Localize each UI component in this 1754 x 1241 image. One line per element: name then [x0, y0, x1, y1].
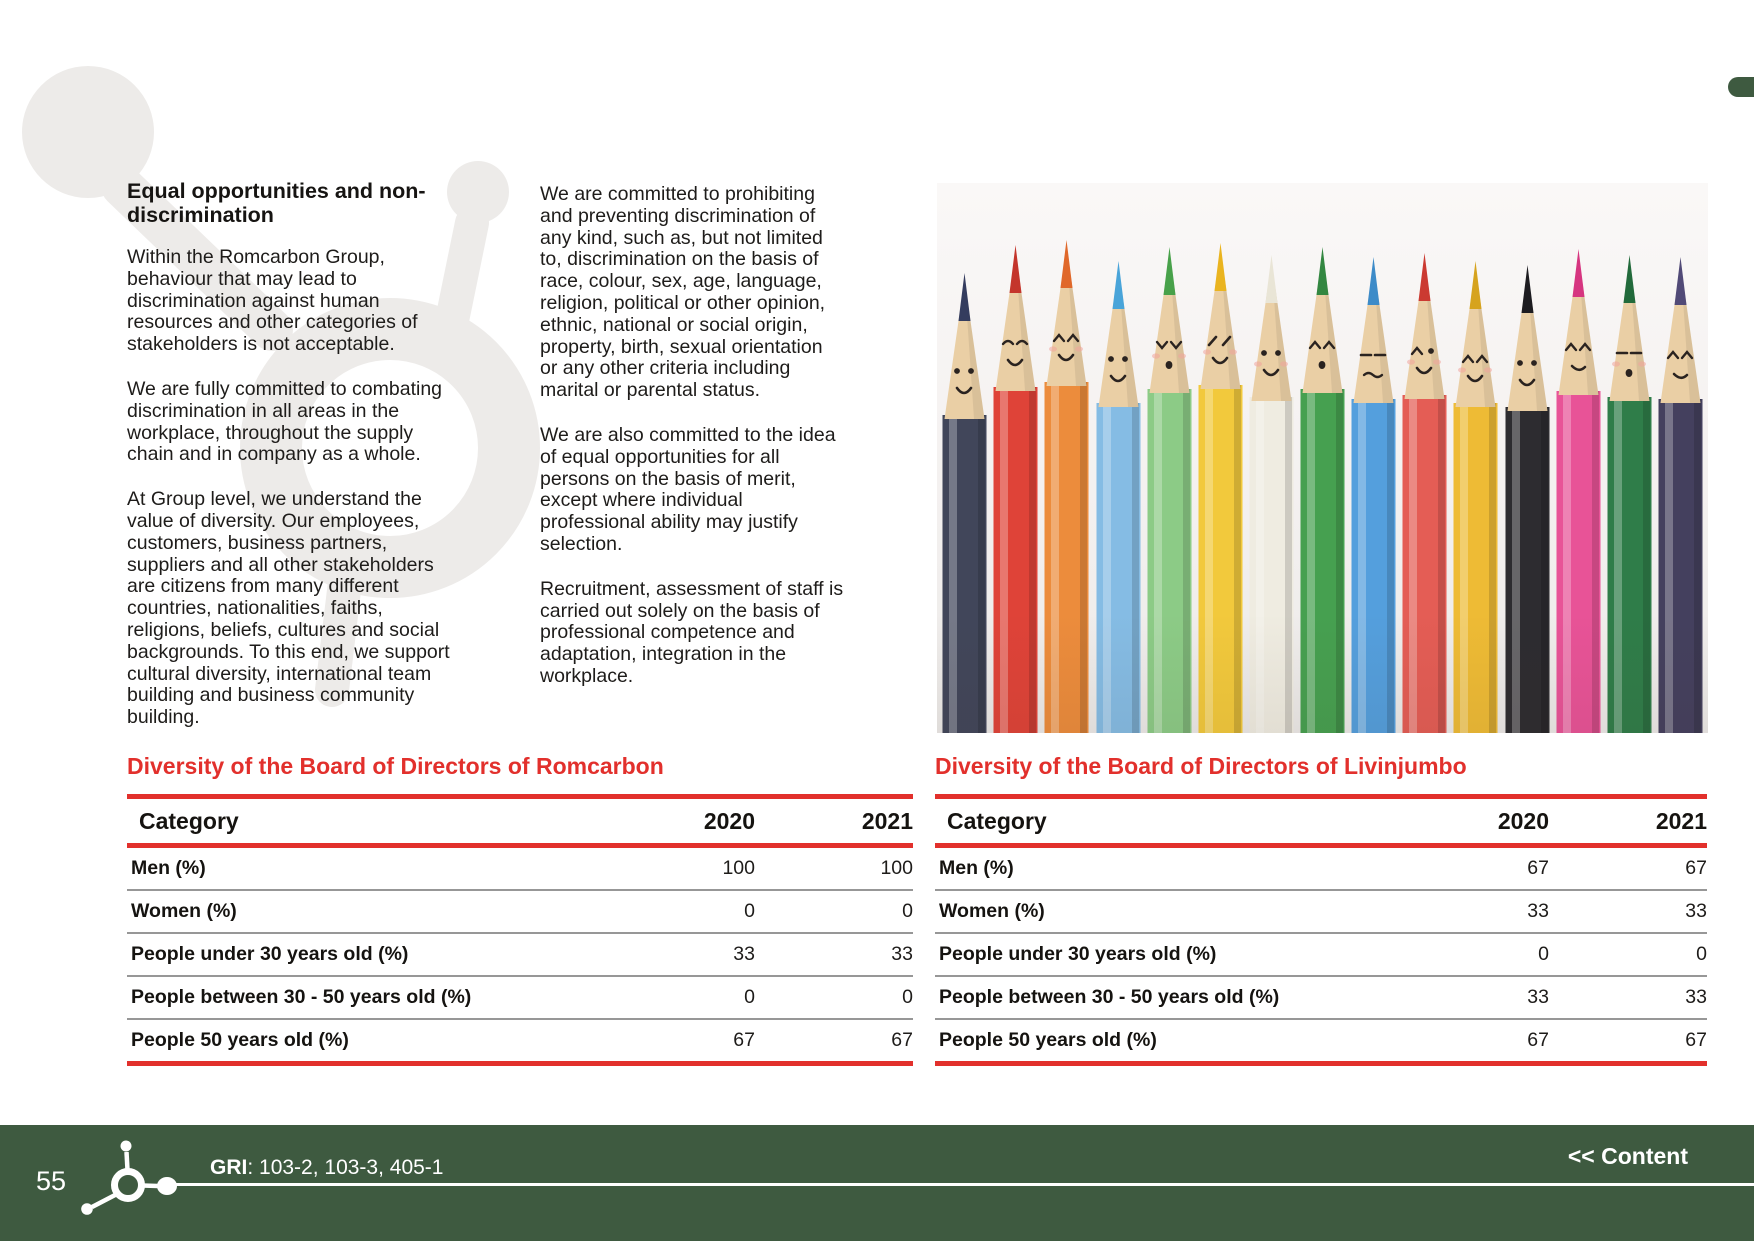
body-paragraph: We are committed to prohibiting and preventing discrimination of any kind, such as, but not limited to, discrimination on the basis of race, colour, sex, age, language, religion, political or other opinion, ethnic, national or social origin, property, birth, sexual orientation or any other criteria including marital or parental status.	[540, 183, 826, 402]
row-value: 33	[1527, 986, 1549, 1008]
row-value: 67	[1685, 857, 1707, 879]
pencil-figure	[1197, 241, 1244, 733]
header-cell: 2020	[703, 807, 755, 834]
row-value: 67	[1527, 857, 1549, 879]
pencils-photo	[937, 183, 1708, 733]
body-paragraph: We are fully committed to combating discrimination in all areas in the workplace, throughout the supply chain and in company as a whole.	[127, 377, 443, 466]
row-label: Men (%)	[131, 857, 206, 879]
row-value: 67	[891, 1029, 913, 1051]
row-value: 0	[1538, 943, 1549, 965]
table-body	[935, 848, 1707, 1061]
header-cell: 2021	[861, 807, 913, 834]
table-row	[935, 975, 1707, 1018]
table-rule-bottom	[935, 1061, 1707, 1066]
header-cell: Category	[947, 807, 1047, 834]
row-value: 33	[1685, 986, 1707, 1008]
pencil-figure	[1299, 245, 1346, 733]
row-label: Women (%)	[131, 900, 237, 922]
row-value: 0	[1696, 943, 1707, 965]
gri-reference	[210, 1156, 443, 1180]
pencil-figure	[1350, 255, 1397, 733]
row-label: Women (%)	[939, 900, 1045, 922]
row-label: People 50 years old (%)	[131, 1029, 349, 1051]
row-label: People under 30 years old (%)	[131, 943, 409, 965]
row-label: People under 30 years old (%)	[939, 943, 1217, 965]
page-number: 55	[36, 1166, 67, 1196]
pencil-figure	[1401, 251, 1448, 733]
table-row	[935, 848, 1707, 889]
page-corner-tab[interactable]	[1728, 77, 1754, 97]
table-row	[935, 1018, 1707, 1061]
text-column-left	[127, 179, 459, 752]
row-label: People 50 years old (%)	[939, 1029, 1157, 1051]
table-row	[935, 932, 1707, 975]
pencil-figure	[1555, 247, 1602, 733]
row-value: 0	[744, 900, 755, 922]
table-row	[127, 889, 913, 932]
pencil-figure	[1657, 255, 1704, 733]
table-row	[127, 932, 913, 975]
row-label: People between 30 - 50 years old (%)	[131, 986, 472, 1008]
gri-refs: : 103-2, 103-3, 405-1	[247, 1156, 444, 1179]
section-heading: Equal opportunities and non-discrimination	[127, 179, 426, 227]
pencil-figure	[1095, 259, 1142, 733]
table-title: Diversity of the Board of Directors of Livinjumbo	[935, 753, 1467, 779]
row-value: 33	[733, 943, 755, 965]
row-value: 0	[902, 900, 913, 922]
table-title: Diversity of the Board of Directors of Romcarbon	[127, 753, 664, 779]
gri-label: GRI	[210, 1156, 248, 1179]
row-value: 0	[902, 986, 913, 1008]
row-value: 33	[891, 943, 913, 965]
row-label: People between 30 - 50 years old (%)	[939, 986, 1280, 1008]
diversity-table-livinjumbo	[935, 752, 1707, 1066]
table-row	[935, 889, 1707, 932]
row-value: 67	[1685, 1029, 1707, 1051]
column-left-paragraphs	[127, 247, 459, 729]
pencil-figure	[992, 243, 1039, 733]
row-value: 33	[1685, 900, 1707, 922]
table-body	[127, 848, 913, 1061]
pencil-figure	[1043, 238, 1090, 733]
table-header	[127, 799, 913, 843]
content-back-link[interactable]: << Content	[1567, 1143, 1688, 1169]
header-cell: 2020	[1497, 807, 1549, 834]
pencil-figure	[1146, 245, 1193, 733]
molecule-logo-icon	[70, 1130, 182, 1222]
row-label: Men (%)	[939, 857, 1014, 879]
diversity-table-romcarbon	[127, 752, 913, 1066]
pencil-figure	[1452, 259, 1499, 733]
table-row	[127, 975, 913, 1018]
table-row	[127, 1018, 913, 1061]
body-paragraph: At Group level, we understand the value of diversity. Our employees, customers, business partners, suppliers and all other stakeholders are citizens from many different countries, nationalities, faiths, religions, beliefs, cultures and social backgrounds. To this end, we support cultural diversity, international team building and business community building.	[127, 488, 450, 729]
text-column-right	[540, 184, 844, 711]
pencil-figure	[1606, 253, 1653, 733]
body-paragraph: Recruitment, assessment of staff is carried out solely on the basis of professional competence and adaptation, integration in the workplace.	[540, 577, 844, 687]
header-cell: Category	[139, 807, 239, 834]
row-value: 100	[722, 857, 755, 879]
body-paragraph: Within the Romcarbon Group, behaviour that may lead to discrimination against human resources and other categories of stakeholders is not acceptable.	[127, 246, 418, 356]
table-header	[935, 799, 1707, 843]
row-value: 100	[880, 857, 913, 879]
body-paragraph: We are also committed to the idea of equal opportunities for all persons on the basis of merit, except where individual professional ability may justify selection.	[540, 423, 836, 555]
table-row	[127, 848, 913, 889]
pencil-figure	[1504, 263, 1551, 733]
header-cell: 2021	[1655, 807, 1707, 834]
row-value: 33	[1527, 900, 1549, 922]
footer-rule	[176, 1183, 1754, 1186]
pencil-figure	[941, 271, 988, 733]
pencil-figure	[1248, 253, 1295, 733]
row-value: 67	[1527, 1029, 1549, 1051]
row-value: 67	[733, 1029, 755, 1051]
table-rule-bottom	[127, 1061, 913, 1066]
row-value: 0	[744, 986, 755, 1008]
column-right-paragraphs	[540, 184, 844, 688]
